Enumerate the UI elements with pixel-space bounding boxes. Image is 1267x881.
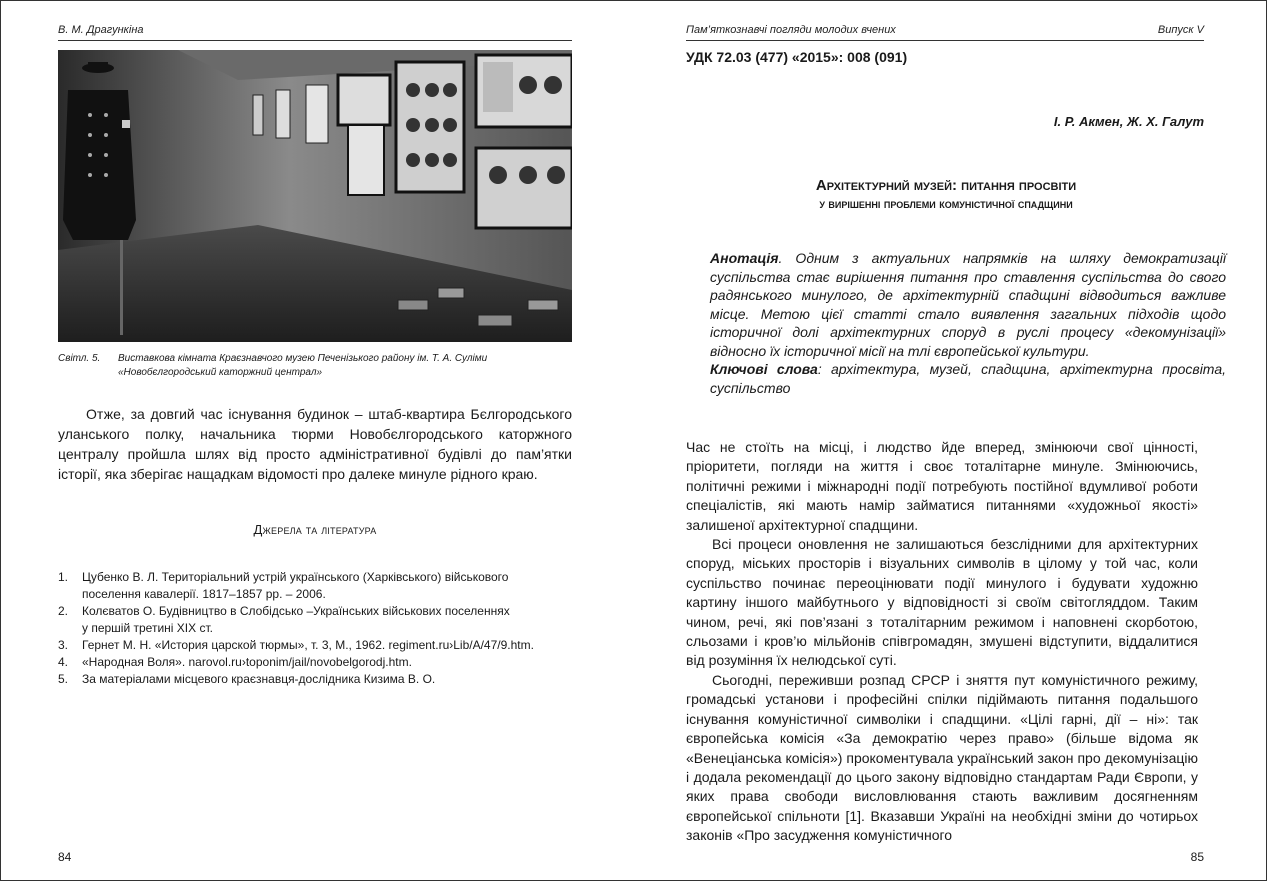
- reference-item: 2. Колєватов О. Будівництво в Слобідсько –Українських військових поселеннях у першій третині ХІХ ст.: [58, 604, 510, 635]
- paragraph: Час не стоїть на місці, і людство йде вперед, змінюючи свої цінності, пріоритети, погляди на життя і своє тоталітарне минуле. Змінюючись, політичні режими і міжнародні події потребують постійної вдумливої роботи спеціалістів, які мають намір займатися питаннями «художньої якості» залишеної архітектурної спадщини.: [686, 439, 1198, 533]
- abstract-block: [710, 249, 1226, 397]
- header-rule: [58, 40, 572, 41]
- article-authors: І. Р. Акмен, Ж. Х. Галут: [1053, 114, 1204, 129]
- abstract-text: . Одним з актуальних напрямків на шляху демократизації суспільства стає вирішення питання про ставлення суспільства до свого радянського минулого, де архітектурній спадщині відводиться важливе місце. Метою цієї статті стало виявлення загальних підходів щодо історичної долі архітектурних споруд в руслі процесу «декомунізації» відносно їх історичної місії на тлі європейської культури.: [710, 250, 1226, 359]
- caption-line: Виставкова кімната Краєзнавчого музею Печенізького району ім. Т. А. Суліми: [118, 353, 488, 364]
- reference-item: 3. Гернет М. Н. «История царской тюрмы», т. 3, М., 1962. regiment.ru›Lib/A/47/9.htm.: [58, 638, 534, 652]
- reference-item: 5. За матеріалами місцевого краєзнавця-дослідника Кизима В. О.: [58, 672, 436, 686]
- title-line: Архітектурний музей: питання просвіти: [815, 177, 1077, 194]
- page-number-left: 84: [58, 850, 72, 864]
- museum-exhibition-photo: [58, 50, 572, 342]
- running-head-issue: Випуск V: [1157, 24, 1204, 36]
- right-body-text: [686, 438, 1198, 846]
- keywords-text: : архітектура, музей, спадщина, архітектурна просвіта, суспільство: [710, 361, 1226, 396]
- running-head-section: Пам’яткознавчі погляди молодих вчених: [686, 24, 896, 36]
- photo-caption: [58, 352, 578, 380]
- title-line: у вирішенні проблеми комуністичної спадщини: [819, 197, 1073, 211]
- caption-label: Світл. 5.: [58, 353, 101, 364]
- paragraph: Отже, за довгий час існування будинок – штаб-квартира Бєлгородського уланського полку, начальника тюрми Новобєлгородського каторжного централу пройшла шлях від просто адміністративної будівлі до пам’ятки історії, яка зберігає нащадкам відомості про далеке минуле рідного краю.: [58, 406, 572, 482]
- paragraph: Всі процеси оновлення не залишаються безслідними для архітектурних споруд, міських просторів і візуальних символів в цілому у той час, коли суспільство починає переоцінювати події минулого і будувати художню картину іншого майбутнього у відповідності зі своїм світогляддом. Таким чином, речі, які пов’язані з тоталітарним режимом і наповнені скорботою, сльозами і кров’ю мільйонів співгромадян, змушені відступити, віддалитися від розуміння їх нелюдської суті.: [686, 536, 1198, 669]
- photo-illustration: [58, 50, 572, 342]
- references-heading: Джерела та література: [253, 522, 377, 537]
- caption-line: «Новобєлгородський каторжний централ»: [118, 367, 323, 378]
- keywords-label: Ключові слова: [710, 361, 818, 377]
- header-rule: [686, 40, 1204, 41]
- left-page: [0, 0, 633, 881]
- paragraph: Сьогодні, переживши розпад СРСР і зняття пут комуністичного режиму, громадські установи і професійні спілки підіймають питання подальшого існування комуністичної символіки і спадщини. «Цілі гарні, дії – ні»: так європейська комісія «За демократію через право» (більше відома як «Венеціанська комісія») прокоментувала український закон про декомунізацію і додала рекомендації до цього закону відповідно стандартам Ради Європи, у яких права свободи висловлювання стають важливим досягненням європейської спільноти [1]. Вказавши Україні на необхідні зміни до чотирьох законів «Про засудження комуністичного: [686, 671, 1198, 844]
- udk-code: УДК 72.03 (477) «2015»: 008 (091): [686, 49, 908, 65]
- running-head-author: В. М. Драгункіна: [58, 24, 144, 36]
- article-title: [686, 176, 1206, 214]
- left-body-text: [58, 404, 572, 484]
- reference-item: 1. Цубенко В. Л. Територіальний устрій українського (Харківського) військового поселення кавалерії. 1817–1857 рр. – 2006.: [58, 570, 509, 601]
- reference-item: 4. «Народная Воля». narovol.ru›toponim/jail/novobelgorodj.htm.: [58, 655, 412, 669]
- abstract-label: Анотація: [710, 250, 779, 266]
- keywords: [710, 360, 1226, 397]
- abstract: [710, 249, 1226, 360]
- page-number-right: 85: [1190, 850, 1204, 864]
- right-page: [634, 0, 1267, 881]
- references-list: [58, 569, 578, 688]
